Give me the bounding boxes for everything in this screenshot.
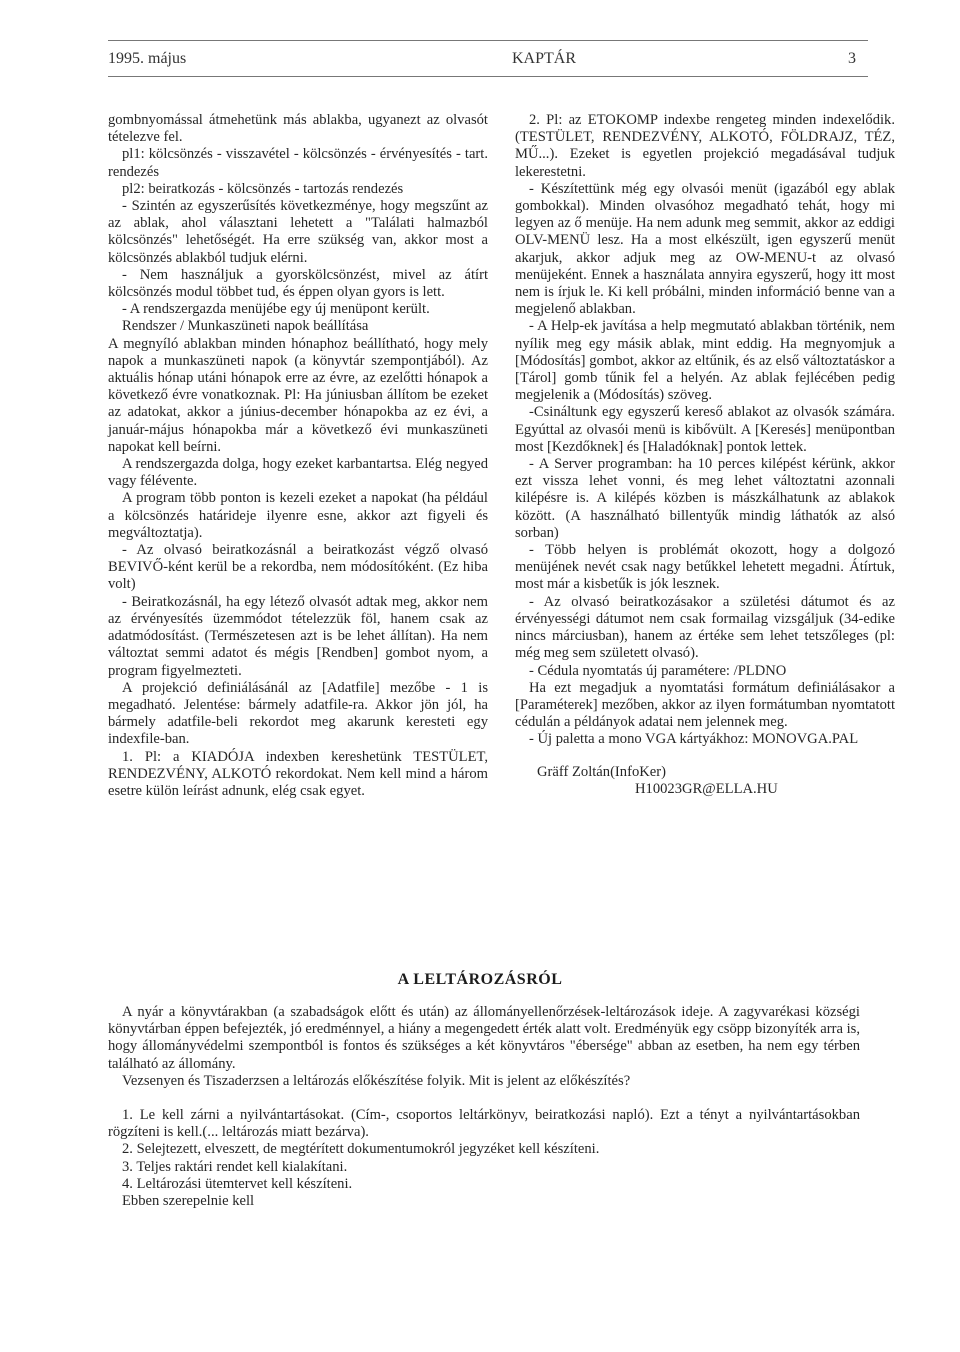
page-header <box>108 50 864 74</box>
left-paragraph: A program több ponton is kezeli ezeket a napokat (ha például a kölcsönzés határideje ilyenre esne, akkor azt figyeli és megváltoztatja). <box>108 490 488 541</box>
right-paragraph: - Készítettünk még egy olvasói menüt (igazából egy ablak gombokkal). Minden olvasóhoz megadható tehát, hogy mi legyen az ő menüje. Ha nem adunk meg semmit, akkor az eddigi OLV-MENÜ lesz. Ha a most elkészült, igen egyszerű menüt akarjuk, akkor adjuk meg az OW-MENU-t az olvasó menüjeként. Ennek a használata annyira egyszerű, hogy itt most nem is írjuk le. Ki kell próbálni, minden információ benne van a megjelenő ablakban. <box>515 180 895 318</box>
header-bottom-rule <box>108 76 868 77</box>
section-paragraph: A nyár a könyvtárakban (a szabadságok előtt és után) az állományellenőrzések-leltározások ideje. A zagyvarékasi községi könyvtárban éppen befejezték, jó eredménnyel, a hiány a megengedett érték alatt volt. Eredményük egy csöpp bizonyíték arra is, hogy állományvédelmi szempontból is fontos és szükséges a két könyvtáros "ébersége" abban az esetben, ha nem egy térben található az állomány. <box>108 1004 860 1072</box>
left-paragraph: - Szintén az egyszerűsítés következménye, hogy megszűnt az az ablak, ahol választani lehetett a "Találati halmazból kölcsönzés" lehetőségét. Ha erre szükség van, akkor most a kölcsönzés ablakból tudjuk elérni. <box>108 198 488 266</box>
left-paragraph: pl2: beiratkozás - kölcsönzés - tartozás rendezés <box>122 180 404 197</box>
section-list-item: 3. Teljes raktári rendet kell kialakítani. <box>122 1158 348 1175</box>
left-column <box>108 112 488 800</box>
right-paragraph: Ha ezt megadjuk a nyomtatási formátum definiálásakor a [Paraméterek] mezőben, akkor az ilyen formátumban nyomtatott cédulán a példányok adatai nem jelennek meg. <box>515 679 895 731</box>
right-column <box>515 112 895 798</box>
left-paragraph: A projekció definiálásánál az [Adatfile] mezőbe - 1 is megadható. Jelentése: bármely adatfile-ra. Akkor jön jól, ha bármely adatfile-beli rekordot meg akarunk keresteti egy indexfile-ban. <box>108 679 488 748</box>
section-list <box>108 1107 860 1210</box>
signature-email: H10023GR@ELLA.HU <box>635 780 778 797</box>
section-body <box>108 1004 860 1210</box>
left-paragraph: - Nem használjuk a gyorskölcsönzést, mivel az átírt kölcsönzés modul többet tud, és éppen olyan gyors is lett. <box>108 266 488 301</box>
right-paragraph: - Cédula nyomtatás új paramétere: /PLDNO <box>529 662 787 679</box>
left-paragraph: A rendszergazda dolga, hogy ezeket karbantartsa. Elég negyed vagy félévente. <box>108 456 488 490</box>
left-paragraph: gombnyomással átmehetünk más ablakba, ugyanezt az olvasót tételezve fel. <box>108 112 488 146</box>
section-paragraph: Vezsenyen és Tiszaderzsen a leltározás előkészítése folyik. Mit is jelent az előkészítés? <box>122 1072 631 1089</box>
section-list-item: 1. Le kell zárni a nyilvántartásokat. (Cím-, csoportos leltárkönyv, beiratkozási napló). Ezt a tényt a nyilvántartásokban rögzíteni is kell.(... leltározás miatt bezárva). <box>108 1107 860 1141</box>
left-paragraph: - Az olvasó beiratkozásnál a beiratkozást végző olvasó BEVIVŐ-ként kerül be a rekordba, nem módosítóként. (Ez hiba volt) <box>108 542 488 593</box>
right-paragraph: - Több helyen is problémát okozott, hogy a dolgozó menüjének nevét csak nagy betűkkel lehetett megadni. Átírtuk, most már a kisbetűk is jók lesznek. <box>515 542 895 593</box>
left-paragraph: 1. Pl: a KIADÓJA indexben kereshetünk TESTÜLET, RENDEZVÉNY, ALKOTÓ rekordokat. Nem kell mind a három esetre külön leírást adnunk, elég csak egyet. <box>108 748 488 799</box>
right-paragraph: - Új paletta a mono VGA kártyákhoz: MONOVGA.PAL <box>529 731 859 748</box>
header-date: 1995. május <box>108 50 187 67</box>
header-top-rule <box>108 40 868 41</box>
left-paragraph: Rendszer / Munkaszüneti napok beállítása <box>122 318 369 335</box>
right-paragraph: - A Server programban: ha 10 perces kilépést kérünk, akkor ezt vissza lehet vonni, és meg lehet változtatni azonnali kilépésre is. A kilépés közben is mászkálhatunk az ablakok között. (A használható billentyűk mindig láthatók az alsó sorban) <box>515 456 895 541</box>
section-title: A LELTÁROZÁSRÓL <box>397 971 563 988</box>
signature-name: Gräff Zoltán(InfoKer) <box>537 763 666 780</box>
left-paragraph: A megnyíló ablakban minden hónaphoz beállítható, hogy mely napok a munkaszüneti napok (a könyvtár szempontjából). Az aktuális hónap utáni hónapok erre az évre, az ezelőtti hónapok a következő évre vonatkoznak. Pl: Ha júniusban állítom be ezeket az adatokat, akkor a június-december hónapokba az ez évi, a január-május hónapokba már a következő évi munkaszüneti napokat kell beírni. <box>108 335 488 455</box>
header-page-number: 3 <box>848 50 856 67</box>
signature <box>515 764 895 798</box>
section-list-item: 2. Selejtezett, elveszett, de megtérített dokumentumokról jegyzéket kell készíteni. <box>122 1141 600 1158</box>
section-list-item: 4. Leltározási ütemtervet kell készíteni. <box>122 1175 353 1192</box>
right-paragraph: - A Help-ek javítása a help megmutató ablakban történik, nem nyílik meg egy másik ablak, mint eddig. Ha megnyomjuk a [Módosítás] gombot, akkor az eltűnik, és az első változtatáskor a [Tárol] gomb tűnik fel a helyén. Az ablak fejlécében pedig megjelenik a (Módosítás) szöveg. <box>515 318 895 404</box>
right-paragraph: 2. Pl: az ETOKOMP indexbe rengeteg minden indexelődik. (TESTÜLET, RENDEZVÉNY, ALKOTÓ, FÖLDRAJZ, TÉZ, MŰ...). Ezeket is egyetlen projekció megadásával tudjuk lekerestetni. <box>515 112 895 180</box>
right-paragraph: -Csináltunk egy egyszerű kereső ablakot az olvasók számára. Egyúttal az olvasói menü is kibővült. A [Keresés] menüpontban most [Kezdőknek] és [Haladóknak] pontok lettek. <box>515 404 895 455</box>
left-paragraph: - A rendszergazda menüjébe egy új menüpont került. <box>122 301 430 318</box>
right-paragraph: - Az olvasó beiratkozásakor a születési dátumot és az érvényességi dátumot nem csak formailag vizsgáljuk (34-edike nincs márciusban), hanem az értéke sem lehet tetszőleges (pl: még meg sem született olvasó). <box>515 593 895 662</box>
section-list-item: Ebben szerepelnie kell <box>122 1193 255 1210</box>
left-paragraph: pl1: kölcsönzés - visszavétel - kölcsönzés - érvényesítés - tart. rendezés <box>108 146 488 180</box>
header-title: KAPTÁR <box>512 50 577 67</box>
left-paragraph: - Beiratkozásnál, ha egy létező olvasót adtak meg, akkor nem az érvényesítés üzemmódot tételezzük föl, hanem csak az adatmódosítást. (Természetesen azt is be lehet állítan). Ha nem változtat semmi adatot és mégis [Rendben] gombot nyom, a program figyelmezteti. <box>108 593 488 679</box>
